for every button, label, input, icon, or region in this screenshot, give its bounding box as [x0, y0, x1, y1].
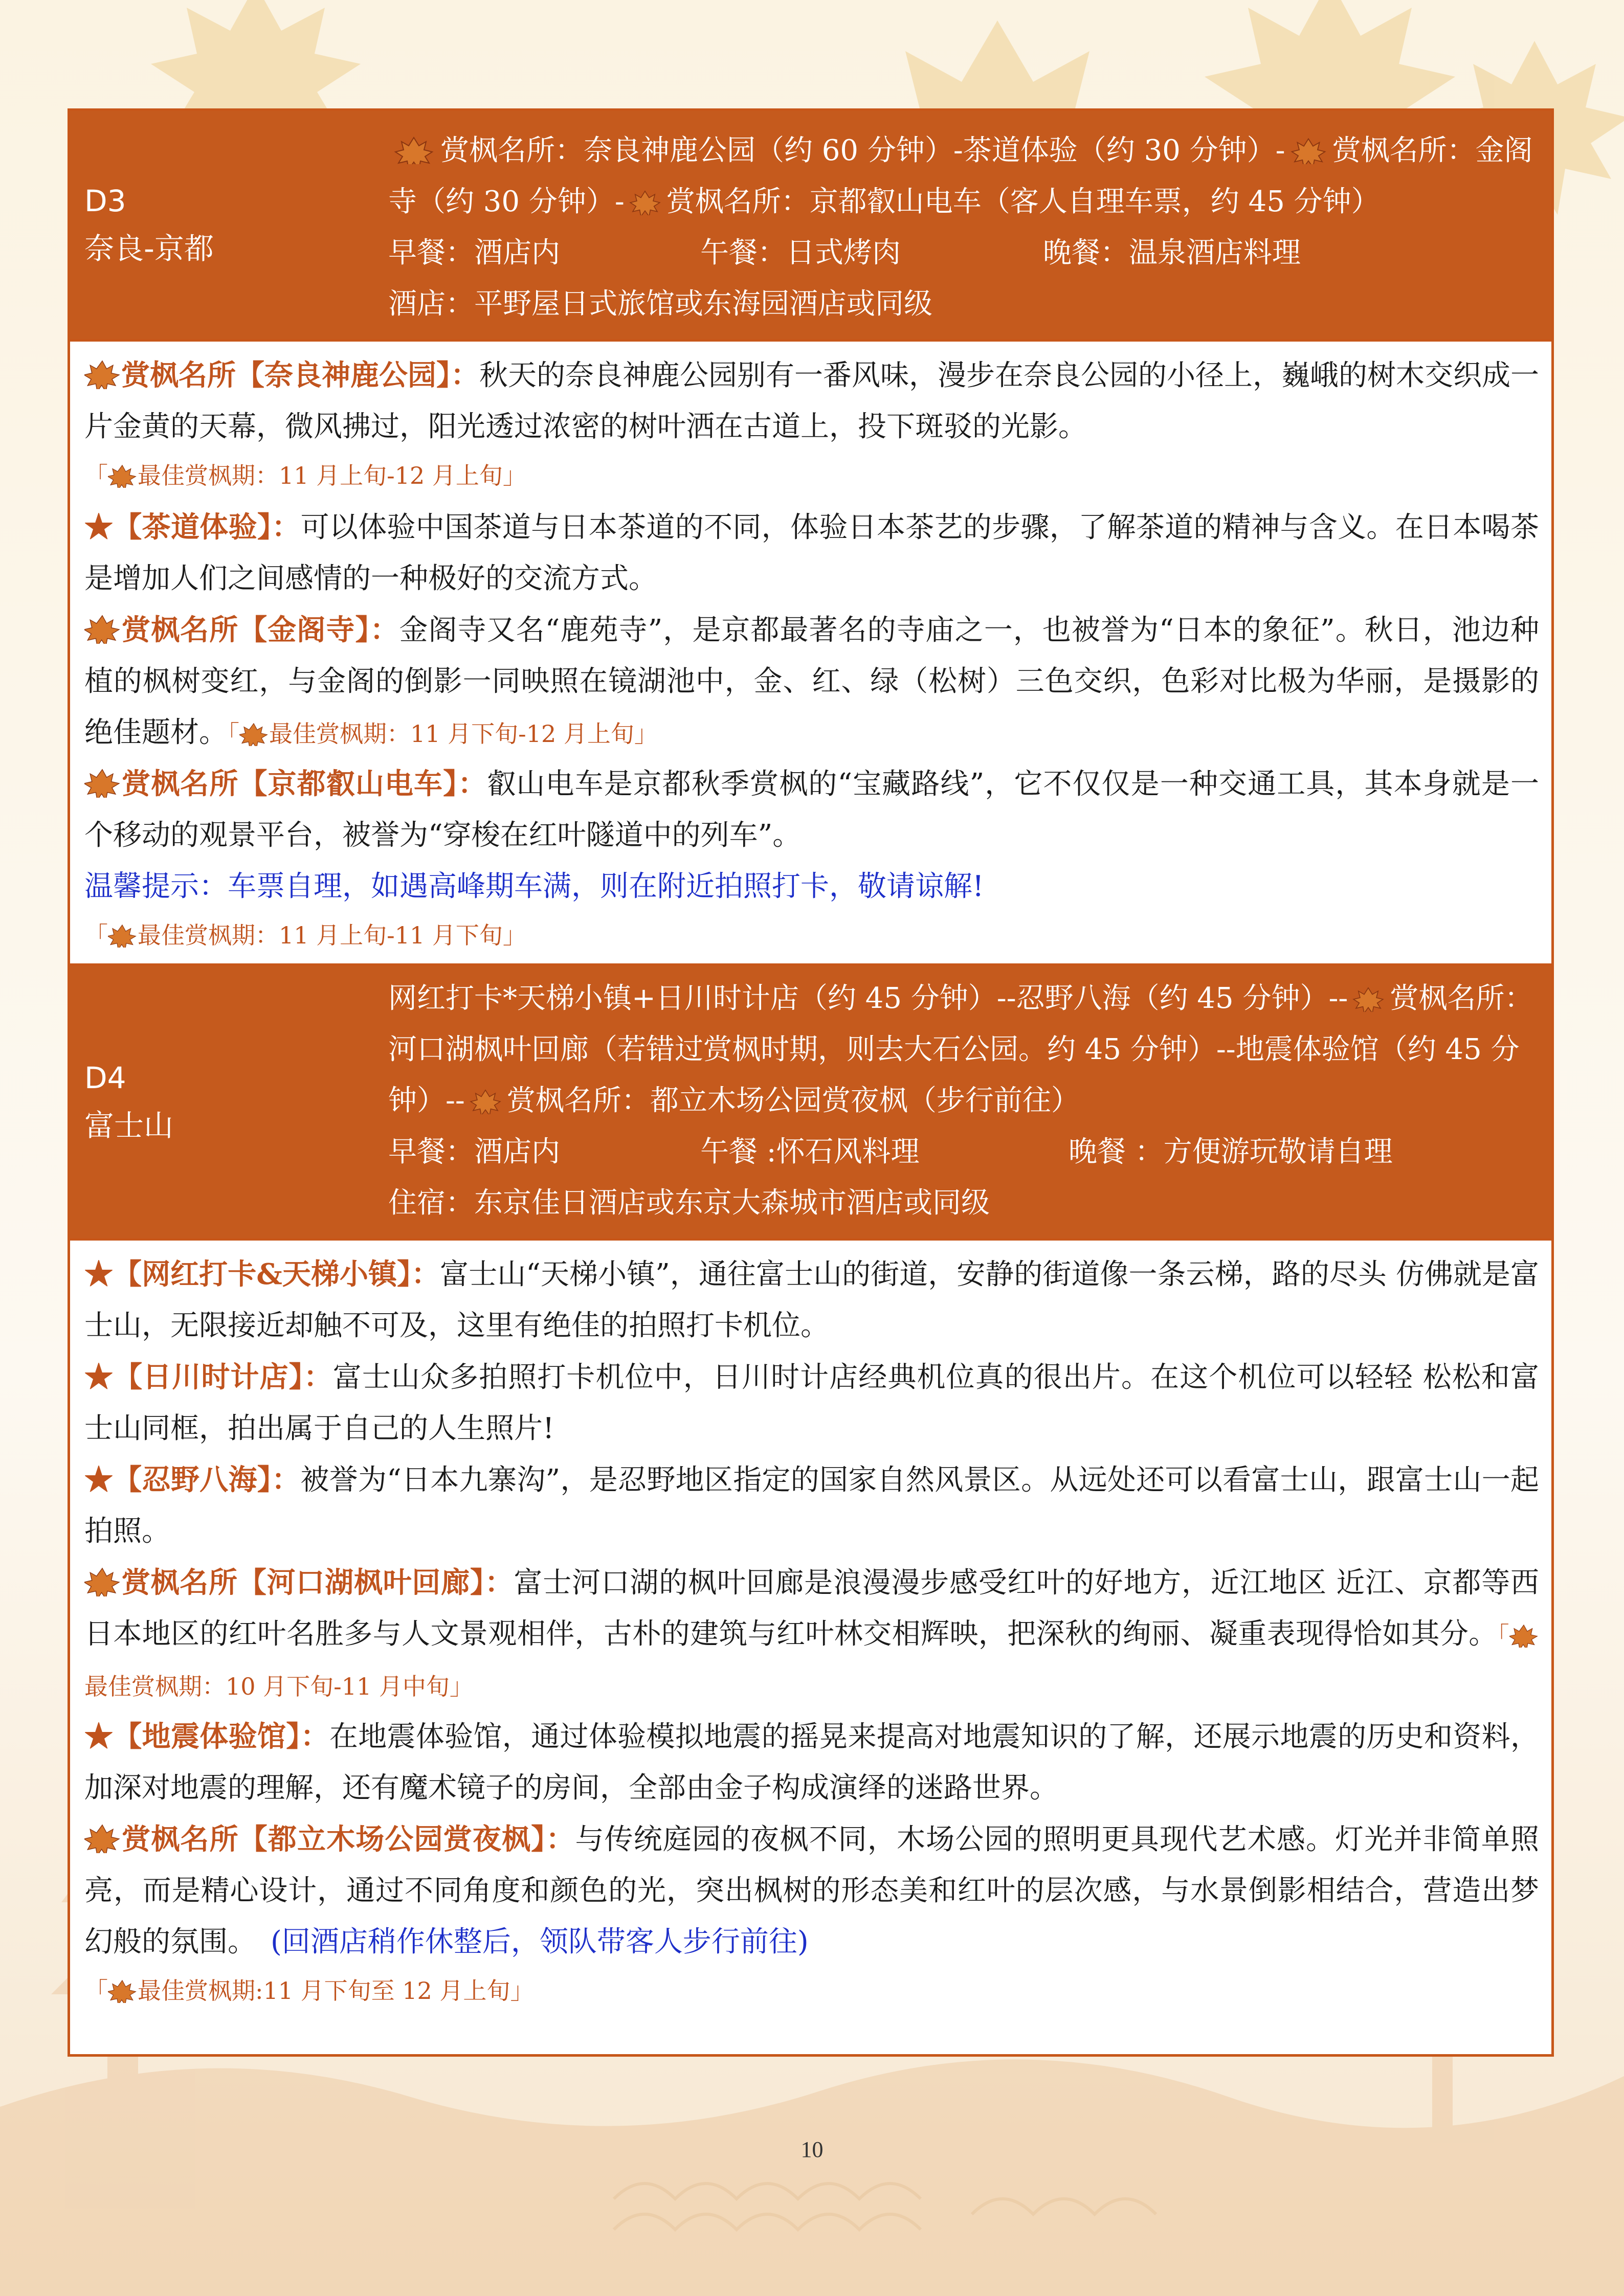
maple-leaf-icon — [465, 1086, 506, 1114]
section-title: 赏枫名所【奈良神鹿公园】： — [121, 358, 479, 392]
section-title: ★【网红打卡&天梯小镇】： — [84, 1257, 440, 1291]
maple-leaf-icon — [388, 136, 439, 164]
itinerary-line: 赏枫名所：奈良神鹿公园（约 60 分钟）-茶道体验（约 30 分钟）- 赏枫名所：金阁寺（约 30 分钟）- 赏枫名所：京都叡山电车（客人自理车票，约 45 分钟） — [388, 134, 1533, 218]
section-eizan-railway — [84, 758, 1539, 861]
section-title: 赏枫名所【都立木场公园赏夜枫】： — [121, 1822, 575, 1856]
section-text: 与传统庭园的夜枫不同，木场公园的照明更具现代艺术感。灯光并非简单照亮，而是精心设计，通过不同角度和颜色的光，突出枫树的形态美和红叶的层次感，与水景倒影相结合，营造出梦幻般的氛围。 — [84, 1823, 1540, 1959]
maple-leaf-icon — [1285, 136, 1331, 164]
lunch: 午餐：日式烤肉 — [700, 236, 901, 269]
meals-row — [388, 1127, 1541, 1178]
hotel: 住宿：东京佳日酒店或东京大森城市酒店或同级 — [388, 1186, 990, 1220]
tip-note: 温馨提示：车票自理，如遇高峰期车满，则在附近拍照打卡，敬请谅解! — [84, 870, 984, 903]
maple-leaf-icon — [1509, 1623, 1538, 1648]
section-earthquake-museum — [84, 1711, 1539, 1814]
section-kawaguchiko-corridor — [84, 1557, 1539, 1711]
section-kiba-park — [84, 1814, 1539, 1968]
day-itinerary-d4 — [388, 966, 1551, 1238]
best-season-note: 「 最佳赏枫期:11 月下旬至 12 月上旬」 — [84, 1977, 534, 2005]
day-code: D3 — [84, 184, 126, 219]
day-route: 富士山 — [84, 1108, 174, 1143]
day-details-d4 — [70, 1241, 1551, 2019]
section-nara-park — [84, 350, 1539, 453]
day-label-d4 — [84, 966, 391, 1238]
page-number: 10 — [800, 2137, 824, 2162]
hotel: 酒店：平野屋日式旅馆或东海园酒店或同级 — [388, 287, 932, 321]
dinner: 晚餐：温泉酒店料理 — [1043, 236, 1301, 269]
maple-leaf-icon — [84, 613, 120, 644]
section-title: 赏枫名所【金阁寺】： — [121, 613, 399, 647]
day-header-d4 — [70, 963, 1551, 1241]
day-route: 奈良-京都 — [84, 231, 214, 266]
day-label-d3 — [84, 111, 391, 339]
tip-note: (回酒店稍作休整后，领队带客人步行前往) — [271, 1925, 809, 1959]
maple-leaf-icon — [239, 722, 268, 746]
section-text: 富士山众多拍照打卡机位中，日川时计店经典机位真的很出片。在这个机位可以轻轻 松松和富士山同框，拍出属于自己的人生照片! — [84, 1361, 1540, 1445]
section-text: 金阁寺又名“鹿苑寺”，是京都最著名的寺庙之一，也被誉为“日本的象征”。秋日，池边种植的枫树变红，与金阁的倒影一同映照在镜湖池中，金、红、绿（松树）三色交织，色彩对比极为华丽，是摄影的绝佳题材。 — [84, 614, 1540, 749]
lunch: 午餐 :怀石风料理 — [700, 1135, 920, 1168]
maple-leaf-icon — [1348, 983, 1389, 1012]
itinerary-line: 网红打卡*天梯小镇+日川时计店（约 45 分钟）--忍野八海（约 45 分钟）-- 赏枫名所：河口湖枫叶回廊（若错过赏枫时期，则去大石公园。约 45 分钟）--地震体验馆（约 45 分钟）-- 赏枫名所：都立木场公园赏夜枫（步行前往） — [388, 982, 1533, 1117]
section-title: ★【忍野八海】： — [84, 1463, 301, 1497]
meals-row — [388, 228, 1541, 279]
day-itinerary-d3 — [388, 111, 1551, 339]
best-season-note: 「最佳赏枫期：10 月下旬-11 月中旬」 — [84, 1622, 1539, 1700]
section-title: ★【日川时计店】： — [84, 1360, 333, 1394]
dinner: 晚餐 ：方便游玩敬请自理 — [1069, 1135, 1393, 1168]
section-title: ★【地震体验馆】： — [84, 1720, 329, 1753]
maple-leaf-icon — [108, 923, 137, 948]
section-text: 可以体验中国茶道与日本茶道的不同，体验日本茶艺的步骤，了解茶道的精神与含义。在日本喝茶是增加人们之间感情的一种极好的交流方式。 — [84, 511, 1540, 595]
section-title: ★【茶道体验】： — [84, 510, 301, 544]
itinerary-table — [68, 108, 1554, 2057]
day-header-d3 — [70, 111, 1551, 342]
maple-leaf-icon — [84, 358, 120, 389]
maple-leaf-icon — [84, 767, 120, 798]
section-text: 富士山“天梯小镇”，通往富士山的街道，安静的街道像一条云梯，路的尽头 仿佛就是富士山，无限接近却触不可及，这里有绝佳的拍照打卡机位。 — [84, 1258, 1539, 1342]
section-tea-ceremony — [84, 502, 1539, 604]
maple-leaf-icon — [84, 1566, 120, 1596]
section-stair-town — [84, 1249, 1539, 1352]
maple-leaf-icon — [625, 187, 665, 215]
section-title: 赏枫名所【河口湖枫叶回廊】： — [121, 1566, 514, 1600]
maple-leaf-icon — [108, 1978, 137, 2003]
section-oshino-hakkai — [84, 1454, 1539, 1557]
section-text: 叡山电车是京都秋季赏枫的“宝藏路线”，它不仅仅是一种交通工具，其本身就是一个移动的观景平台，被誉为“穿梭在红叶隧道中的列车”。 — [84, 768, 1539, 852]
best-season-note: 「 最佳赏枫期：11 月下旬-12 月上旬」 — [228, 720, 658, 748]
maple-leaf-icon — [84, 1822, 120, 1853]
day-details-d3 — [70, 342, 1551, 963]
best-season-note: 「 最佳赏枫期：11 月上旬-11 月下旬」 — [84, 921, 526, 949]
day-code: D4 — [84, 1061, 126, 1096]
section-text: 富士河口湖的枫叶回廊是浪漫漫步感受红叶的好地方，近江地区 近江、京都等西日本地区的红叶名胜多与人文景观相伴，古朴的建筑与红叶林交相辉映，把深秋的绚丽、凝重表现得恰如其分。 — [84, 1566, 1540, 1651]
section-kinkakuji — [84, 604, 1539, 758]
section-text: 被誉为“日本九寨沟”，是忍野地区指定的国家自然风景区。从远处还可以看富士山，跟富士山一起拍照。 — [84, 1464, 1539, 1548]
section-hikawa-clock-shop — [84, 1352, 1539, 1454]
section-text: 秋天的奈良神鹿公园别有一番风味，漫步在奈良公园的小径上，巍峨的树木交织成一片金黄的天幕，微风拂过，阳光透过浓密的树叶洒在古道上，投下斑驳的光影。 — [84, 359, 1539, 443]
breakfast: 早餐：酒店内 — [388, 236, 560, 269]
section-text: 在地震体验馆，通过体验模拟地震的摇晃来提高对地震知识的了解，还展示地震的历史和资料，加深对地震的理解，还有魔术镜子的房间，全部由金子构成演绎的迷路世界。 — [84, 1720, 1540, 1805]
breakfast: 早餐：酒店内 — [388, 1135, 560, 1168]
section-title: 赏枫名所【京都叡山电车】： — [121, 767, 487, 801]
best-season-note: 「 最佳赏枫期：11 月上旬-12 月上旬」 — [84, 462, 526, 489]
maple-leaf-icon — [108, 463, 137, 488]
